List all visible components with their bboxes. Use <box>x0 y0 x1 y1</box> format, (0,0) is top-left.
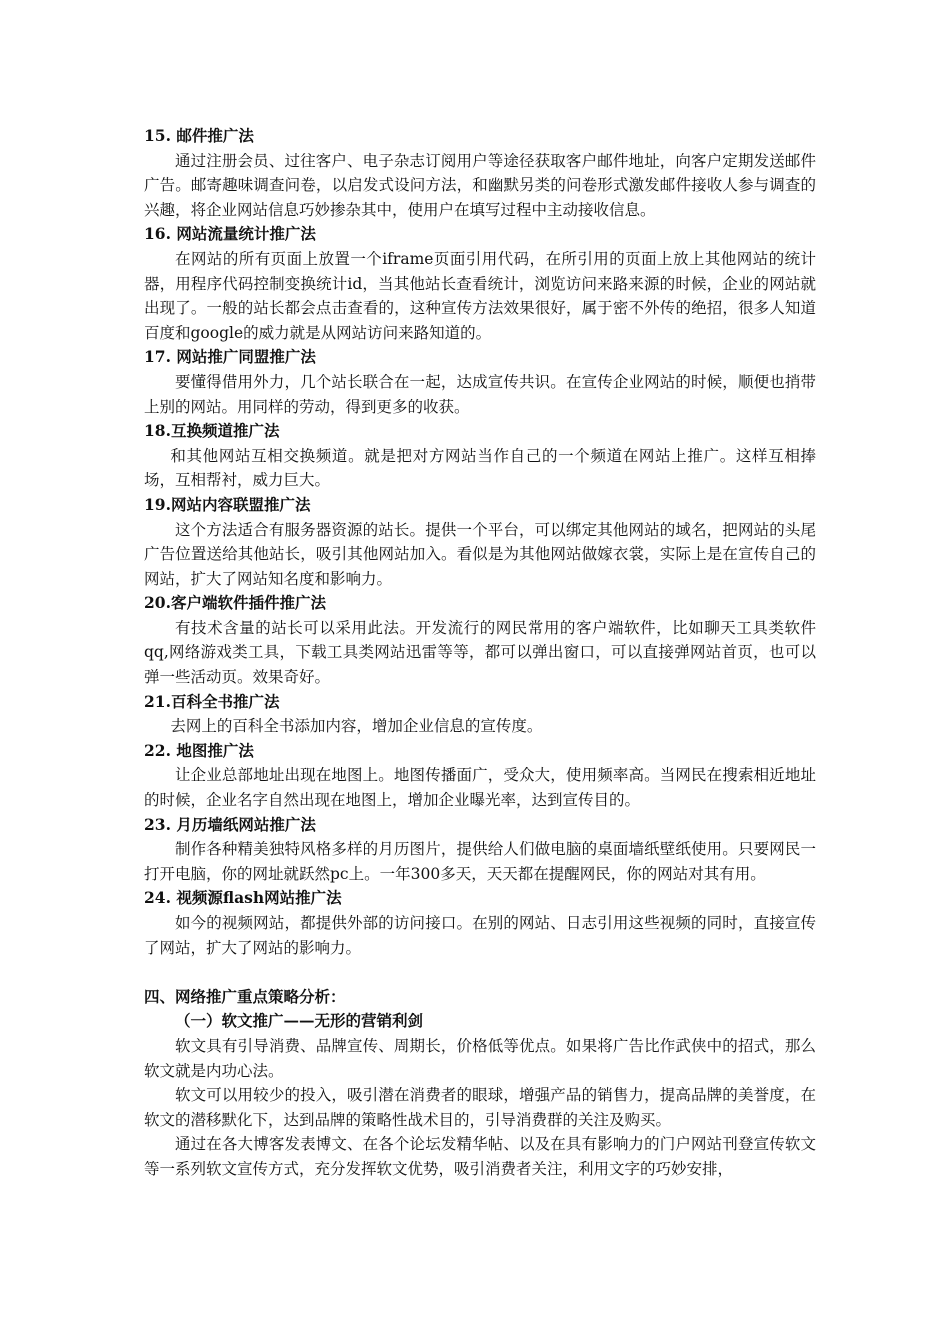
document-content <box>144 124 816 1182</box>
section-body-22: 让企业总部地址出现在地图上。地图传播面广，受众大，使用频率高。当网民在搜索相近地址的时候，企业名字自然出现在地图上，增加企业曝光率，达到宣传目的。 <box>144 766 816 810</box>
section-heading-18: 18.互换频道推广法 <box>144 421 280 441</box>
section-heading-23: 23. 月历墙纸网站推广法 <box>144 814 316 834</box>
section-body-24: 如今的视频网站，都提供外部的访问接口。在别的网站、日志引用这些视频的同时，直接宣传了网站，扩大了网站的影响力。 <box>144 914 816 957</box>
part4-paragraph: 通过在各大博客发表博文、在各个论坛发精华帖、以及在具有影响力的门户网站刊登宣传软文等一系列软文宣传方式，充分发挥软文优势，吸引消费者关注，利用文字的巧妙安排， <box>144 1135 816 1178</box>
section-heading-20: 20.客户端软件插件推广法 <box>144 593 326 613</box>
section-body-23: 制作各种精美独特风格多样的月历图片，提供给人们做电脑的桌面墙纸壁纸使用。只要网民一打开电脑，你的网址就跃然pc上。一年300多天，天天都在提醒网民，你的网站对其有用。 <box>144 840 816 883</box>
section-body-19: 这个方法适合有服务器资源的站长。提供一个平台，可以绑定其他网站的域名，把网站的头尾广告位置送给其他站长，吸引其他网站加入。看似是为其他网站做嫁衣裳，实际上是在宣传自己的网站，扩大了网站知名度和影响力。 <box>144 520 816 588</box>
part4-paragraph: 软文可以用较少的投入，吸引潜在消费者的眼球，增强产品的销售力，提高品牌的美誉度，在软文的潜移默化下，达到品牌的策略性战术目的，引导消费群的关注及购买。 <box>144 1086 816 1129</box>
section-heading-22: 22. 地图推广法 <box>144 740 254 760</box>
section-body-17: 要懂得借用外力，几个站长联合在一起，达成宣传共识。在宣传企业网站的时候，顺便也捎带上别的网站。用同样的劳动，得到更多的收获。 <box>144 372 816 416</box>
section-heading-17: 17. 网站推广同盟推广法 <box>144 347 316 367</box>
section-heading-19: 19.网站内容联盟推广法 <box>144 494 311 514</box>
blank-line <box>144 960 816 985</box>
section-heading-15: 15. 邮件推广法 <box>144 126 254 145</box>
section-body-15: 通过注册会员、过往客户、电子杂志订阅用户等途径获取客户邮件地址，向客户定期发送邮件广告。邮寄趣味调查问卷，以启发式设问方法，和幽默另类的问卷形式激发邮件接收人参与调查的兴趣，将企业网站信息巧妙掺杂其中，使用户在填写过程中主动接收信息。 <box>144 151 816 219</box>
part4-paragraph: 软文具有引导消费、品牌宣传、周期长，价格低等优点。如果将广告比作武侠中的招式，那么软文就是内功心法。 <box>144 1036 816 1080</box>
section-heading-16: 16. 网站流量统计推广法 <box>144 224 316 244</box>
section-heading-21: 21.百科全书推广法 <box>144 691 280 711</box>
section-heading-24: 24. 视频源flash网站推广法 <box>144 888 342 908</box>
section-body-21: 去网上的百科全书添加内容，增加企业信息的宣传度。 <box>170 717 543 736</box>
section-body-16: 在网站的所有页面上放置一个iframe页面引用代码，在所引用的页面上放上其他网站的统计器，用程序代码控制变换统计id，当其他站长查看统计，浏览访问来路来源的时候，企业的网站就出现了。一般的站长都会点击查看的，这种宣传方法效果很好，属于密不外传的绝招，很多人知道百度和google的威力就是从网站访问来路知道的。 <box>144 249 816 342</box>
part4-subheading: （一）软文推广——无形的营销利剑 <box>175 1011 424 1031</box>
section-body-18: 和其他网站互相交换频道。就是把对方网站当作自己的一个频道在网站上推广。这样互相捧场，互相帮衬，威力巨大。 <box>144 446 816 490</box>
part4-heading: 四、网络推广重点策略分析： <box>144 986 346 1006</box>
section-body-20: 有技术含量的站长可以采用此法。开发流行的网民常用的客户端软件，比如聊天工具类软件qq,网络游戏类工具，下载工具类网站迅雷等等，都可以弹出窗口，可以直接弹网站首页，也可以弹一些活动页。效果奇好。 <box>144 618 816 687</box>
